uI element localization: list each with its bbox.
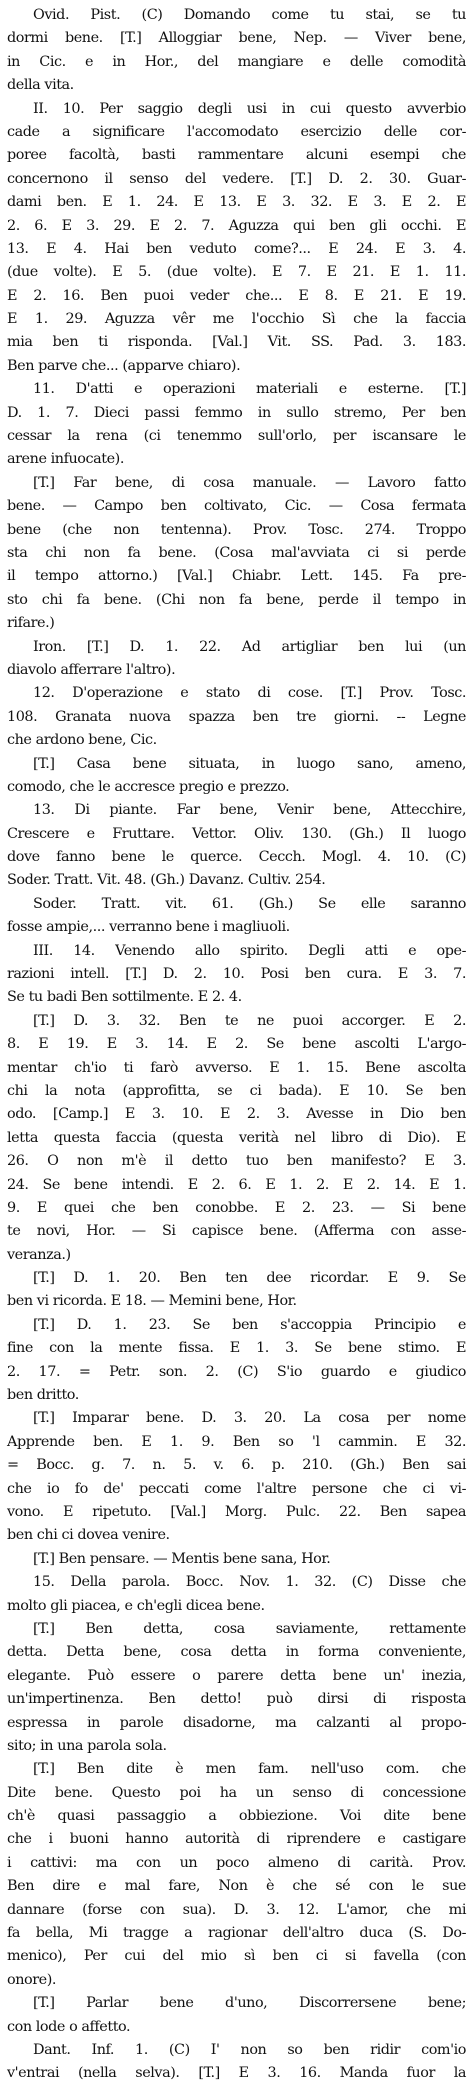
text-line: [T.] D. 1. 20. Ben ten dee ricordar. E 9. Se [33, 1270, 466, 1287]
text-line: dami ben. E 1. 24. E 13. E 3. 32. E 3. E 2. E [7, 194, 466, 211]
text-line: bene (che non tentenna). Prov. Tosc. 274. Troppo [7, 521, 466, 538]
text-line: Dant. Inf. 1. (C) I' non so ben ridir com'io [33, 2041, 466, 2058]
text-line: III. 14. Venendo allo spirito. Degli atti e ope- [33, 942, 466, 959]
text-line: dormi bene. [T.] Alloggiar bene, Nep. — Viver bene, [7, 30, 466, 47]
entry-text [7, 4, 466, 2086]
text-line: ben chi ci dovea venire. [7, 1527, 170, 1544]
text-line: cade a significare l'accomodato esercizio delle cor- [7, 123, 466, 140]
text-line: te novi, Hor. — Si capisce bene. (Afferma con asse- [7, 1223, 466, 1240]
text-line: il tempo attorno.) [Val.] Chiabr. Lett. 145. Fa pre- [7, 568, 466, 585]
text-line: [T.] Imparar bene. D. 3. 20. La cosa per nome [33, 1410, 466, 1427]
text-line: dove fanno bene le querce. Cecch. Mogl. 4. 10. (C) [7, 849, 466, 866]
text-line: mentar ch'io ti farò avverso. E 1. 15. Bene ascolta [7, 1059, 466, 1076]
text-line: 11. D'atti e operazioni materiali e esterne. [T.] [33, 381, 466, 398]
text-line: Iron. [T.] D. 1. 22. Ad artigliar ben lui (un [33, 638, 466, 655]
text-line: poree facoltà, basti rammentare alcuni esempi che [7, 147, 466, 164]
text-line: espressa in parole disadorne, ma calzanti al propo- [7, 1714, 466, 1731]
text-line: Dite bene. Questo poi ha un senso di concessione [7, 1784, 466, 1801]
text-line: vono. E ripetuto. [Val.] Morg. Pulc. 22. Ben sapea [7, 1504, 466, 1520]
text-line: [T.] D. 1. 23. Se ben s'accoppia Principio e [33, 1316, 466, 1333]
text-line: i cattivi: ma con un poco almeno di carità. Prov. [7, 1854, 466, 1871]
text-line: 2. 17. = Petr. son. 2. (C) S'io guardo e giudico [7, 1363, 466, 1380]
text-line: chi la nota (approfitta, se ci bada). E 10. Se ben [7, 1082, 466, 1099]
text-line: 13. E 4. Hai ben veduto come?... E 24. E 3. 4. [7, 240, 466, 257]
text-line: [T.] Far bene, di cosa manuale. — Lavoro fatto [33, 474, 466, 491]
text-line: detta. Detta bene, cosa detta in forma conveniente, [7, 1644, 466, 1661]
text-line: ben dritto. [7, 1387, 79, 1404]
text-line: sta chi non fa bene. (Cosa mal'avviata ci si perde [7, 544, 466, 561]
text-line: della vita. [7, 77, 74, 94]
text-line: D. 1. 7. Dieci passi femmo in sullo stremo, Per ben [7, 404, 466, 421]
text-line: rifare.) [7, 615, 55, 632]
text-line: fa bella, Mi tragge a ragionar dell'altro duca (S. Do- [7, 1925, 466, 1942]
text-line: Crescere e Fruttare. Vettor. Oliv. 130. (Gh.) Il luogo [7, 825, 466, 842]
text-line: onore). [7, 1971, 57, 1988]
text-line: letta questa faccia (questa verità nel libro di Dio). E [7, 1129, 466, 1146]
text-line: E 1. 29. Aguzza vêr me l'occhio Sì che la faccia [7, 311, 466, 328]
text-line: [T.] Ben dite è men fam. nell'uso com. che [33, 1761, 466, 1778]
text-line: mia ben ti risponda. [Val.] Vit. SS. Pad. 3. 183. [7, 334, 466, 351]
text-line: (due volte). E 5. (due volte). E 7. E 21. E 1. 11. [7, 264, 466, 281]
text-line: 12. D'operazione e stato di cose. [T.] Prov. Tosc. [33, 685, 466, 702]
text-line: molto gli piacea, e ch'egli dicea bene. [7, 1597, 265, 1614]
text-line: 13. Di piante. Far bene, Venir bene, Attecchire, [33, 802, 466, 819]
text-line: sito; in una parola sola. [7, 1737, 167, 1754]
text-line: 15. Della parola. Bocc. Nov. 1. 32. (C) Disse che [33, 1574, 466, 1591]
text-line: E 2. 16. Ben puoi veder che... E 8. E 21. E 19. [7, 287, 466, 304]
text-line: Soder. Tratt. Vit. 48. (Gh.) Davanz. Cultiv. 254. [7, 872, 326, 889]
text-line: fine con la mente fissa. E 1. 3. Se bene stimo. E [7, 1340, 466, 1357]
text-line: Apprende ben. E 1. 9. Ben so 'l cammin. E 32. [7, 1433, 466, 1450]
text-line: un'impertinenza. Ben detto! può dirsi di risposta [7, 1691, 466, 1708]
text-line: = Bocc. g. 7. n. 5. v. 6. p. 210. (Gh.) Ben sai [7, 1457, 466, 1474]
text-line: 108. Granata nuova spazza ben tre giorni. -- Legne [7, 708, 466, 725]
text-line: Ben dire e mal fare, Non è che sé con le sue [7, 1878, 466, 1895]
text-line: comodo, che le accresce pregio e prezzo. [7, 778, 290, 795]
text-line: che io fo de' peccati come l'altre persone che ci vi- [7, 1480, 466, 1497]
text-line: [T.] D. 3. 32. Ben te ne puoi accorger. E 2. [33, 1012, 466, 1029]
text-line: Soder. Tratt. vit. 61. (Gh.) Se elle saranno [33, 895, 466, 912]
text-line: v'entrai (nella selva). [T.] E 3. 16. Manda fuor la [7, 2065, 466, 2082]
text-line: diavolo afferrare l'altro). [7, 661, 176, 678]
text-line: 8. E 19. E 3. 14. E 2. Se bene ascolti L'argo- [7, 1036, 466, 1053]
text-line: Ovid. Pist. (C) Domando come tu stai, se tu [33, 7, 466, 23]
text-line: 26. O non m'è il detto tuo ben manifesto? E 3. [7, 1153, 466, 1170]
text-line: in Cic. e in Hor., del mangiare e delle comodità [7, 53, 466, 70]
text-line: Se tu badi Ben sottilmente. E 2. 4. [7, 989, 242, 1006]
text-line: con lode o affetto. [7, 2018, 131, 2035]
text-line: [T.] Casa bene situata, in luogo sano, ameno, [33, 755, 466, 772]
text-line: fosse ampie,... verranno bene i magliuoli. [7, 919, 290, 936]
text-line: concernono il senso del vedere. [T.] D. 2. 30. Guar- [7, 170, 466, 187]
text-line: bene. — Campo ben coltivato, Cic. — Cosa fermata [7, 498, 466, 515]
text-line: arene infuocate). [7, 451, 124, 468]
text-line: II. 10. Per saggio degli usi in cui questo avverbio [33, 100, 466, 117]
text-line: [T.] Parlar bene d'uno, Discorrersene bene; [33, 1995, 466, 2012]
text-line: Ben parve che... (apparve chiaro). [7, 357, 241, 374]
text-line: ben vi ricorda. E 18. — Memini bene, Hor. [7, 1293, 297, 1310]
text-line: 2. 6. E 3. 29. E 2. 7. Aguzza qui ben gli occhi. E [7, 217, 466, 234]
text-line: ch'è quasi passaggio a obbiezione. Voi dite bene [7, 1808, 466, 1825]
text-line: elegante. Può essere o parere detta bene un' inezia, [7, 1667, 466, 1684]
text-line: che i buoni hanno autorità di riprendere e castigare [7, 1831, 466, 1848]
text-line: [T.] Ben pensare. — Mentis bene sana, Hor. [33, 1550, 331, 1567]
text-line: menico), Per cui del mio sì ben ci si favella (con [7, 1948, 466, 1965]
text-line: 9. E quei che ben conobbe. E 2. 23. — Si bene [7, 1199, 466, 1216]
text-line: cessar la rena (ci tenemmo sull'orlo, per iscansare le [7, 428, 466, 445]
text-line: razioni intell. [T.] D. 2. 10. Posi ben cura. E 3. 7. [7, 966, 466, 983]
text-line: 24. Se bene intendi. E 2. 6. E 1. 2. E 2. 14. E 1. [7, 1176, 466, 1193]
text-line: veranza.) [7, 1246, 71, 1263]
text-line: [T.] Ben detta, cosa saviamente, rettamente [33, 1620, 466, 1637]
text-line: odo. [Camp.] E 3. 10. E 2. 3. Avesse in Dio ben [7, 1106, 466, 1123]
text-line: sto chi fa bene. (Chi non fa bene, perde il tempo in [7, 591, 466, 608]
text-line: dannare (forse con sua). D. 3. 12. L'amor, che mi [7, 1901, 466, 1918]
text-line: che ardono bene, Cic. [7, 732, 157, 749]
